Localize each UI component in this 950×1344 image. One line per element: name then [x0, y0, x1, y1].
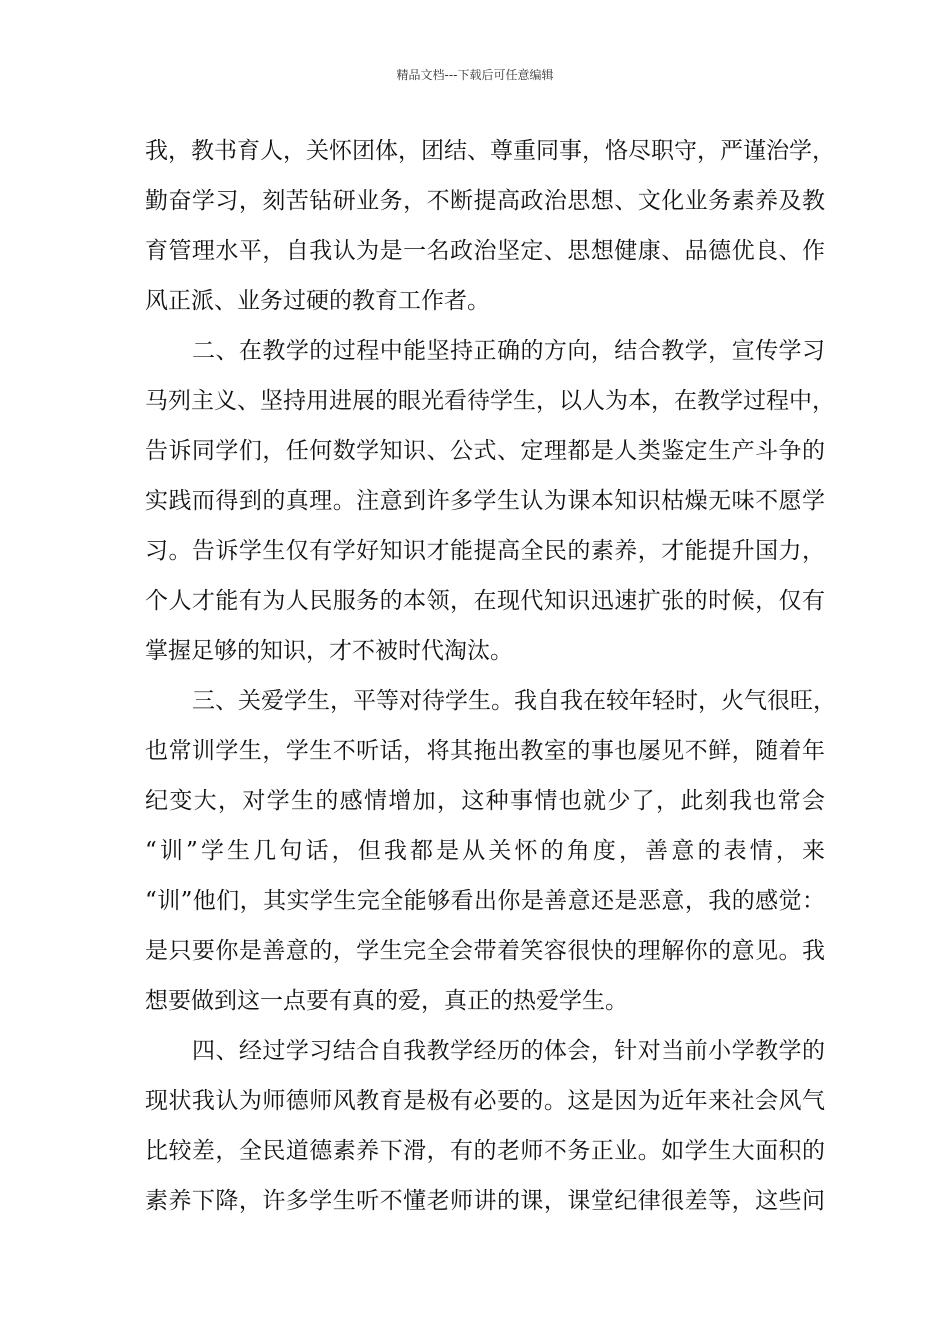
text-line: 想要做到这一点要有真的爱，真正的热爱学生。 [145, 988, 628, 1014]
text-line: 掌握足够的知识，才不被时代淘汰。 [145, 638, 513, 664]
text-line: 习。告诉学生仅有学好知识才能提高全民的素养，才能提升国力， [145, 538, 825, 564]
text-line: 是只要你是善意的，学生完全会带着笑容很快的理解你的意见。我 [145, 938, 825, 964]
text-line: 风正派、业务过硬的教育工作者。 [145, 288, 490, 314]
text-line: 三、关爱学生，平等对待学生。我自我在较年轻时，火气很旺， [192, 688, 836, 714]
text-line: 纪变大，对学生的感情增加，这种事情也就少了，此刻我也常会 [145, 788, 825, 814]
text-line: 育管理水平，自我认为是一名政治坚定、思想健康、品德优良、作 [145, 238, 825, 264]
text-line: 马列主义、坚持用进展的眼光看待学生，以人为本，在教学过程中， [145, 388, 835, 414]
text-line: 四、经过学习结合自我教学经历的体会，针对当前小学教学的 [192, 1038, 825, 1064]
text-line: 二、在教学的过程中能坚持正确的方向，结合教学，宣传学习 [192, 338, 825, 364]
page-header: 精品文档---下载后可任意编辑 [396, 68, 554, 82]
text-line: 也常训学生，学生不听话，将其拖出教室的事也屡见不鲜，随着年 [145, 738, 825, 764]
text-line: 勤奋学习，刻苦钻研业务，不断提高政治思想、文化业务素养及教 [145, 188, 825, 214]
text-line: 告诉同学们，任何数学知识、公式、定理都是人类鉴定生产斗争的 [145, 438, 825, 464]
text-line: 比较差，全民道德素养下滑，有的老师不务正业。如学生大面积的 [145, 1138, 825, 1164]
text-line: 个人才能有为人民服务的本领，在现代知识迅速扩张的时候，仅有 [145, 588, 825, 614]
text-line: 现状我认为师德师风教育是极有必要的。这是因为近年来社会风气 [145, 1088, 825, 1114]
text-line: 素养下降，许多学生听不懂老师讲的课，课堂纪律很差等，这些问 [145, 1188, 825, 1214]
text-line: “训”他们，其实学生完全能够看出你是善意还是恶意，我的感觉： [145, 888, 825, 914]
text-line: 我，教书育人，关怀团体，团结、尊重同事，恪尽职守，严谨治学， [145, 138, 835, 164]
text-line: 实践而得到的真理。注意到许多学生认为课本知识枯燥无味不愿学 [145, 488, 825, 514]
text-line: “训”学生几句话，但我都是从关怀的角度，善意的表情，来 [145, 838, 825, 864]
